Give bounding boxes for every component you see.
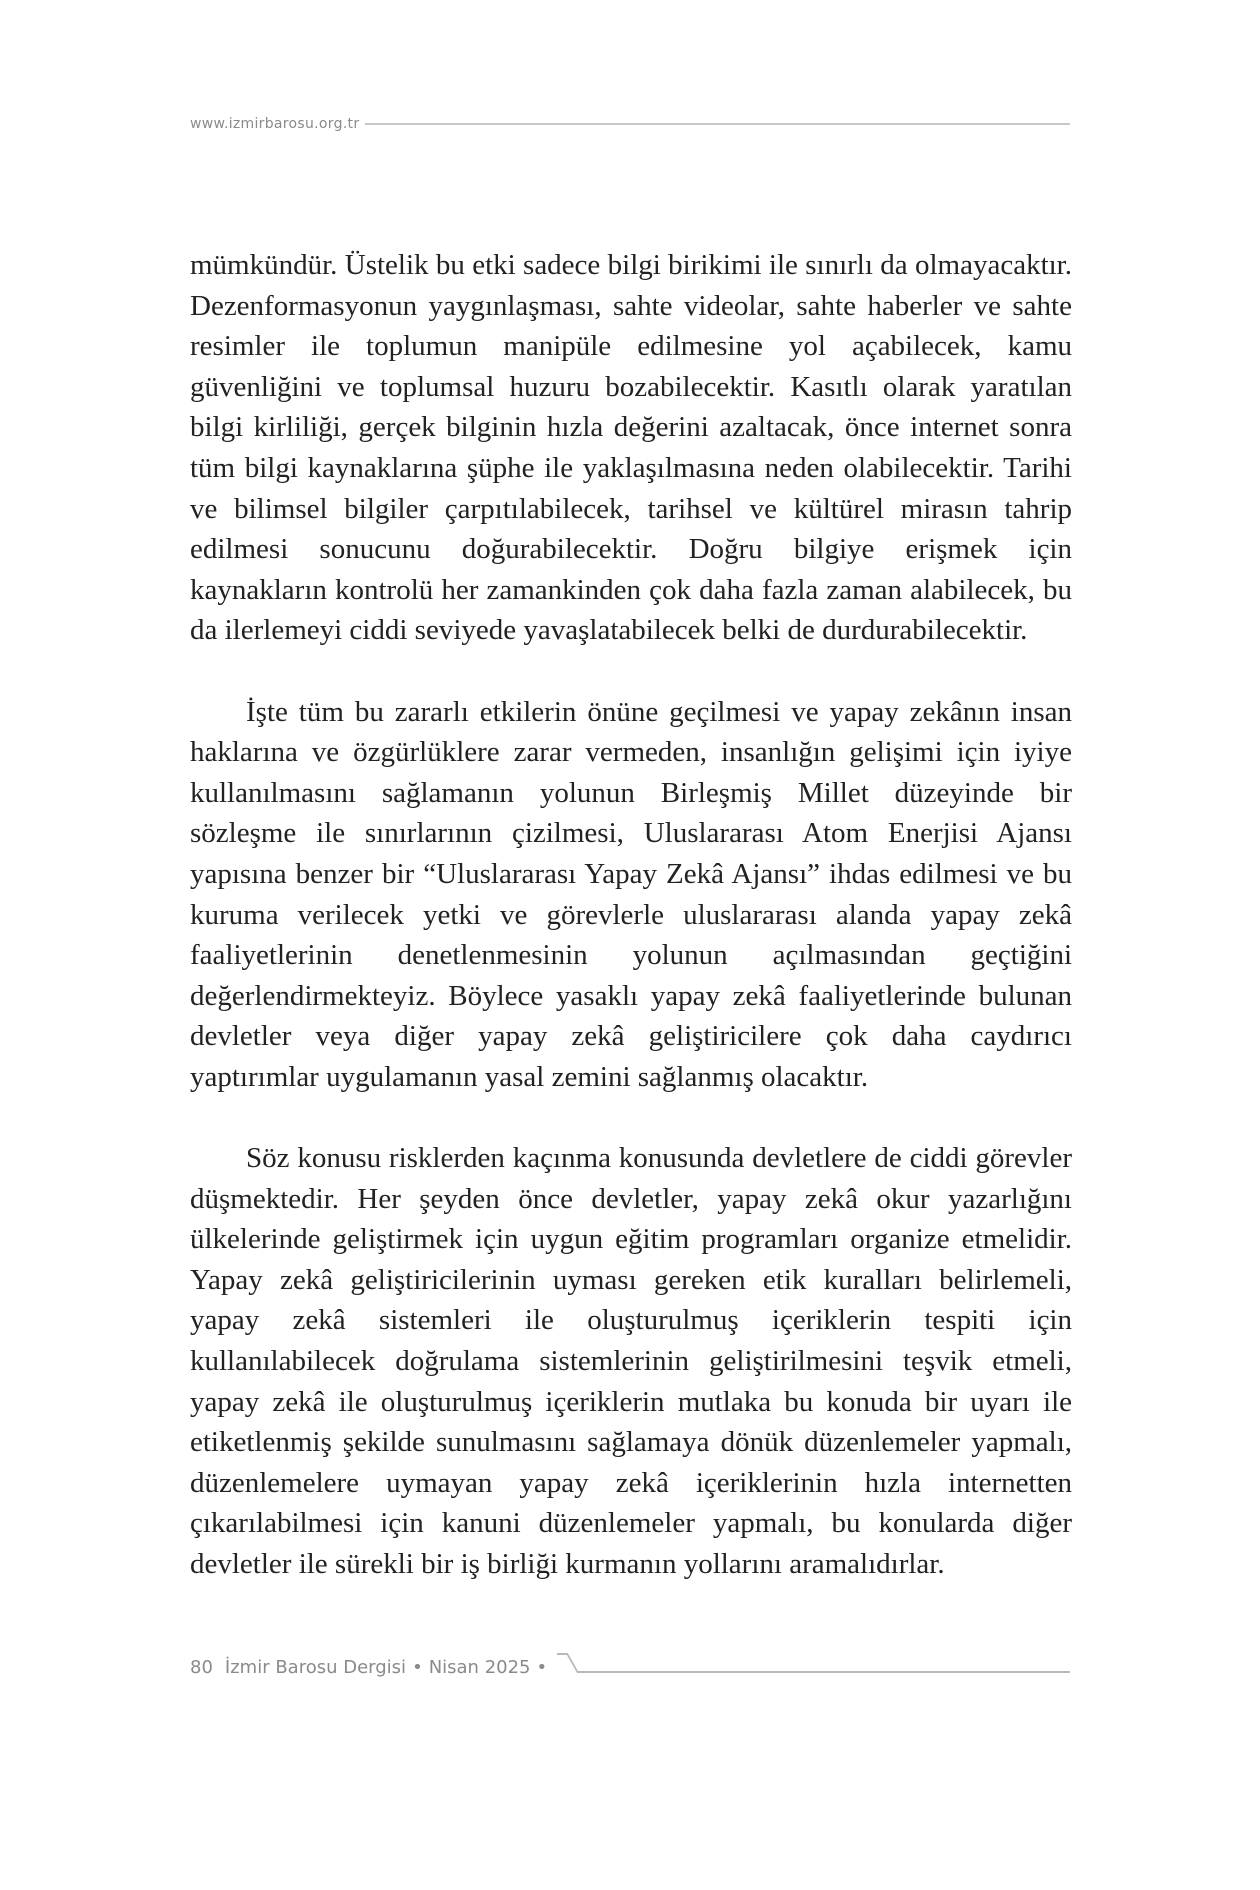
page-header bbox=[190, 112, 1070, 136]
page-footer bbox=[190, 1650, 1070, 1684]
bullet-separator: • bbox=[536, 1656, 548, 1678]
footer-rule bbox=[557, 1650, 1070, 1684]
page-number: 80 bbox=[190, 1656, 213, 1678]
bullet-separator: • bbox=[412, 1656, 423, 1678]
publication-name: İzmir Barosu Dergisi bbox=[224, 1656, 407, 1678]
footer-text bbox=[190, 1657, 553, 1678]
header-rule bbox=[365, 123, 1070, 125]
issue-date: Nisan 2025 bbox=[428, 1656, 531, 1678]
paragraph: Söz konusu risklerden kaçınma konusunda devletlere de ciddi görevler düşmektedir. Her şeyden önce devletler, yapay zekâ okur yazarlığını ülkelerinde geliştirmek için uygun eğitim programları organize etmelidir. Yapay zekâ geliştiricilerinin uyması gereken etik kuralları belirlemeli, yapay zekâ sistemleri ile oluşturulmuş içeriklerin tespiti için kullanılabilecek doğrulama sistemlerinin geliştirilmesini teşvik etmeli, yapay zekâ ile oluşturulmuş içeriklerin mutlaka bu konuda bir uyarı ile etiketlenmiş şekilde sunulmasını sağlamaya dönük düzenlemeler yapmalı, düzenlemelere uymayan yapay zekâ içeriklerinin hızla internetten çıkarılabilmesi için kanuni düzenlemeler yapmalı, bu konularda diğer devletler ile sürekli bir iş birliği kurmanın yollarını aramalıdırlar. bbox=[190, 1142, 1072, 1580]
footer-tab-shape bbox=[557, 1650, 1070, 1684]
article-body bbox=[190, 245, 1072, 1585]
paragraph-continuation: mümkündür. Üstelik bu etki sadece bilgi birikimi ile sınırlı da olmayacaktır. Dezenformasyonun yaygınlaşması, sahte videolar, sahte haberler ve sahte resimler ile toplumun manipüle edilmesine yol açabilecek, kamu güvenliğini ve toplumsal huzuru bozabilecektir. Kasıtlı olarak yaratılan bilgi kirliliği, gerçek bilginin hızla değerini azaltacak, önce internet sonra tüm bilgi kaynaklarına şüphe ile yaklaşılmasına neden olabilecektir. Tarihi ve bilimsel bilgiler çarpıtılabilecek, tarihsel ve kültürel mirasın tahrip edilmesi sonucunu doğurabilecektir. Doğru bilgiye erişmek için kaynakların kontrolü her zamankinden çok daha fazla zaman alabilecek, bu da ilerlemeyi ciddi seviyede yavaşlatabilecek belki de durdurabilecektir. bbox=[190, 249, 1072, 647]
header-url: www.izmirbarosu.org.tr bbox=[190, 116, 360, 132]
paragraph: İşte tüm bu zararlı etkilerin önüne geçilmesi ve yapay zekânın insan haklarına ve özgürlüklere zarar vermeden, insanlığın gelişimi için iyiye kullanılmasını sağlamanın yolunun Birleşmiş Millet düzeyinde bir sözleşme ile sınırlarının çizilmesi, Uluslararası Atom Enerjisi Ajansı yapısına benzer bir “Uluslararası Yapay Zekâ Ajansı” ihdas edilmesi ve bu kuruma verilecek yetki ve görevlerle uluslararası alanda yapay zekâ faaliyetlerinin denetlenmesinin yolunun açılmasından geçtiğini değerlendirmekteyiz. Böylece yasaklı yapay zekâ faaliyetlerinde bulunan devletler veya diğer yapay zekâ geliştiricilere çok daha caydırıcı yaptırımlar uygulamanın yasal zemini sağlanmış olacaktır. bbox=[190, 695, 1072, 1093]
